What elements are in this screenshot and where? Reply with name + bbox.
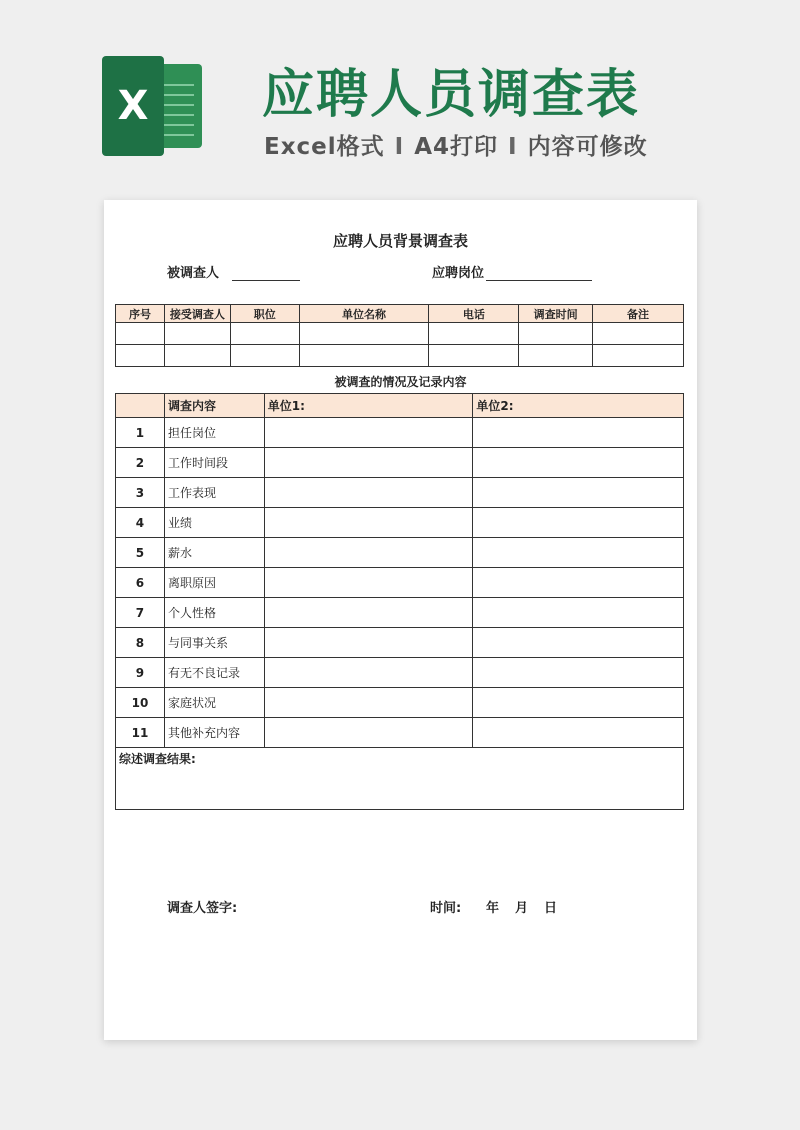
- section-caption: 被调查的情况及记录内容: [334, 375, 467, 389]
- unit1-cell[interactable]: [264, 478, 473, 508]
- table-cell[interactable]: [164, 345, 230, 367]
- respondent-field[interactable]: [232, 280, 300, 281]
- table-cell[interactable]: [519, 345, 593, 367]
- item-number: 1: [116, 418, 165, 448]
- unit2-cell[interactable]: [473, 628, 684, 658]
- header-cell-content: 调查内容: [164, 394, 264, 418]
- table-row: [116, 478, 684, 508]
- unit1-cell[interactable]: [264, 568, 473, 598]
- time-label: 时间:: [430, 901, 462, 916]
- item-number: 3: [116, 478, 165, 508]
- unit2-cell[interactable]: [473, 508, 684, 538]
- table-cell[interactable]: [519, 323, 593, 345]
- table-row: [116, 598, 684, 628]
- table-row: [116, 718, 684, 748]
- unit1-cell[interactable]: [264, 628, 473, 658]
- table-row: [116, 418, 684, 448]
- table-row: [116, 345, 684, 367]
- page-title: 应聘人员调查表: [262, 65, 641, 125]
- unit2-cell[interactable]: [473, 448, 684, 478]
- subtitle-separator: I: [394, 134, 405, 160]
- item-label: 与同事关系: [164, 628, 264, 658]
- table-row: [116, 628, 684, 658]
- contact-table: [115, 304, 684, 367]
- unit2-cell[interactable]: [473, 478, 684, 508]
- day-label: 日: [544, 901, 558, 916]
- item-label: 担任岗位: [164, 418, 264, 448]
- year-label: 年: [486, 901, 500, 916]
- unit1-cell[interactable]: [264, 718, 473, 748]
- table-row: [116, 448, 684, 478]
- header-cell-unit2: 单位2:: [473, 394, 684, 418]
- document-paper: [104, 200, 697, 1040]
- unit1-cell[interactable]: [264, 448, 473, 478]
- item-number: 10: [116, 688, 165, 718]
- header-cell-blank: [116, 394, 165, 418]
- item-number: 11: [116, 718, 165, 748]
- unit2-cell[interactable]: [473, 658, 684, 688]
- header-cell-notes: 备注: [593, 305, 684, 323]
- excel-logo-icon: [102, 56, 206, 156]
- survey-table-header: [116, 394, 684, 418]
- signature-label: 调查人签字:: [167, 901, 238, 916]
- unit1-cell[interactable]: [264, 538, 473, 568]
- subtitle-separator: I: [508, 134, 518, 160]
- table-cell[interactable]: [429, 345, 519, 367]
- table-row: [116, 323, 684, 345]
- item-number: 8: [116, 628, 165, 658]
- subtitle-editable: 内容可修改: [527, 134, 648, 160]
- item-number: 2: [116, 448, 165, 478]
- header-cell-unit1: 单位1:: [264, 394, 473, 418]
- document-title: 应聘人员背景调查表: [332, 232, 468, 250]
- respondent-label: 被调查人: [167, 266, 220, 281]
- header-cell-serial: 序号: [116, 305, 165, 323]
- unit2-cell[interactable]: [473, 598, 684, 628]
- summary-cell[interactable]: 综述调查结果:: [116, 748, 684, 810]
- subtitle-format: Excel格式: [264, 134, 385, 160]
- logo-letter: X: [102, 56, 164, 156]
- survey-table: [115, 393, 684, 810]
- item-label: 其他补充内容: [164, 718, 264, 748]
- subtitle-print: A4打印: [414, 134, 499, 160]
- header-cell-date: 调查时间: [519, 305, 593, 323]
- item-label: 薪水: [164, 538, 264, 568]
- item-label: 工作表现: [164, 478, 264, 508]
- unit1-cell[interactable]: [264, 418, 473, 448]
- unit2-cell[interactable]: [473, 418, 684, 448]
- header-cell-company: 单位名称: [299, 305, 429, 323]
- table-row: [116, 658, 684, 688]
- item-label: 家庭状况: [164, 688, 264, 718]
- unit1-cell[interactable]: [264, 658, 473, 688]
- table-cell[interactable]: [116, 323, 165, 345]
- table-cell[interactable]: [593, 323, 684, 345]
- table-row: [116, 688, 684, 718]
- item-number: 7: [116, 598, 165, 628]
- item-label: 离职原因: [164, 568, 264, 598]
- table-row: [116, 538, 684, 568]
- item-number: 5: [116, 538, 165, 568]
- unit2-cell[interactable]: [473, 568, 684, 598]
- table-cell[interactable]: [116, 345, 165, 367]
- header-cell-interviewee: 接受调查人: [164, 305, 230, 323]
- table-cell[interactable]: [164, 323, 230, 345]
- table-cell[interactable]: [230, 323, 299, 345]
- page-subtitle: [264, 128, 648, 161]
- unit2-cell[interactable]: [473, 718, 684, 748]
- table-row: [116, 568, 684, 598]
- unit2-cell[interactable]: [473, 688, 684, 718]
- contact-table-header: [116, 305, 684, 323]
- header-cell-phone: 电话: [429, 305, 519, 323]
- summary-row: [116, 748, 684, 810]
- header-cell-job: 职位: [230, 305, 299, 323]
- item-number: 4: [116, 508, 165, 538]
- unit1-cell[interactable]: [264, 508, 473, 538]
- position-label: 应聘岗位: [432, 266, 485, 281]
- table-cell[interactable]: [299, 323, 429, 345]
- item-number: 6: [116, 568, 165, 598]
- table-row: [116, 508, 684, 538]
- position-field[interactable]: [486, 280, 592, 281]
- table-cell[interactable]: [593, 345, 684, 367]
- table-cell[interactable]: [429, 323, 519, 345]
- item-label: 个人性格: [164, 598, 264, 628]
- item-label: 有无不良记录: [164, 658, 264, 688]
- item-label: 业绩: [164, 508, 264, 538]
- month-label: 月: [515, 901, 529, 916]
- table-cell[interactable]: [230, 345, 299, 367]
- item-label: 工作时间段: [164, 448, 264, 478]
- item-number: 9: [116, 658, 165, 688]
- unit1-cell[interactable]: [264, 688, 473, 718]
- unit2-cell[interactable]: [473, 538, 684, 568]
- unit1-cell[interactable]: [264, 598, 473, 628]
- table-cell[interactable]: [299, 345, 429, 367]
